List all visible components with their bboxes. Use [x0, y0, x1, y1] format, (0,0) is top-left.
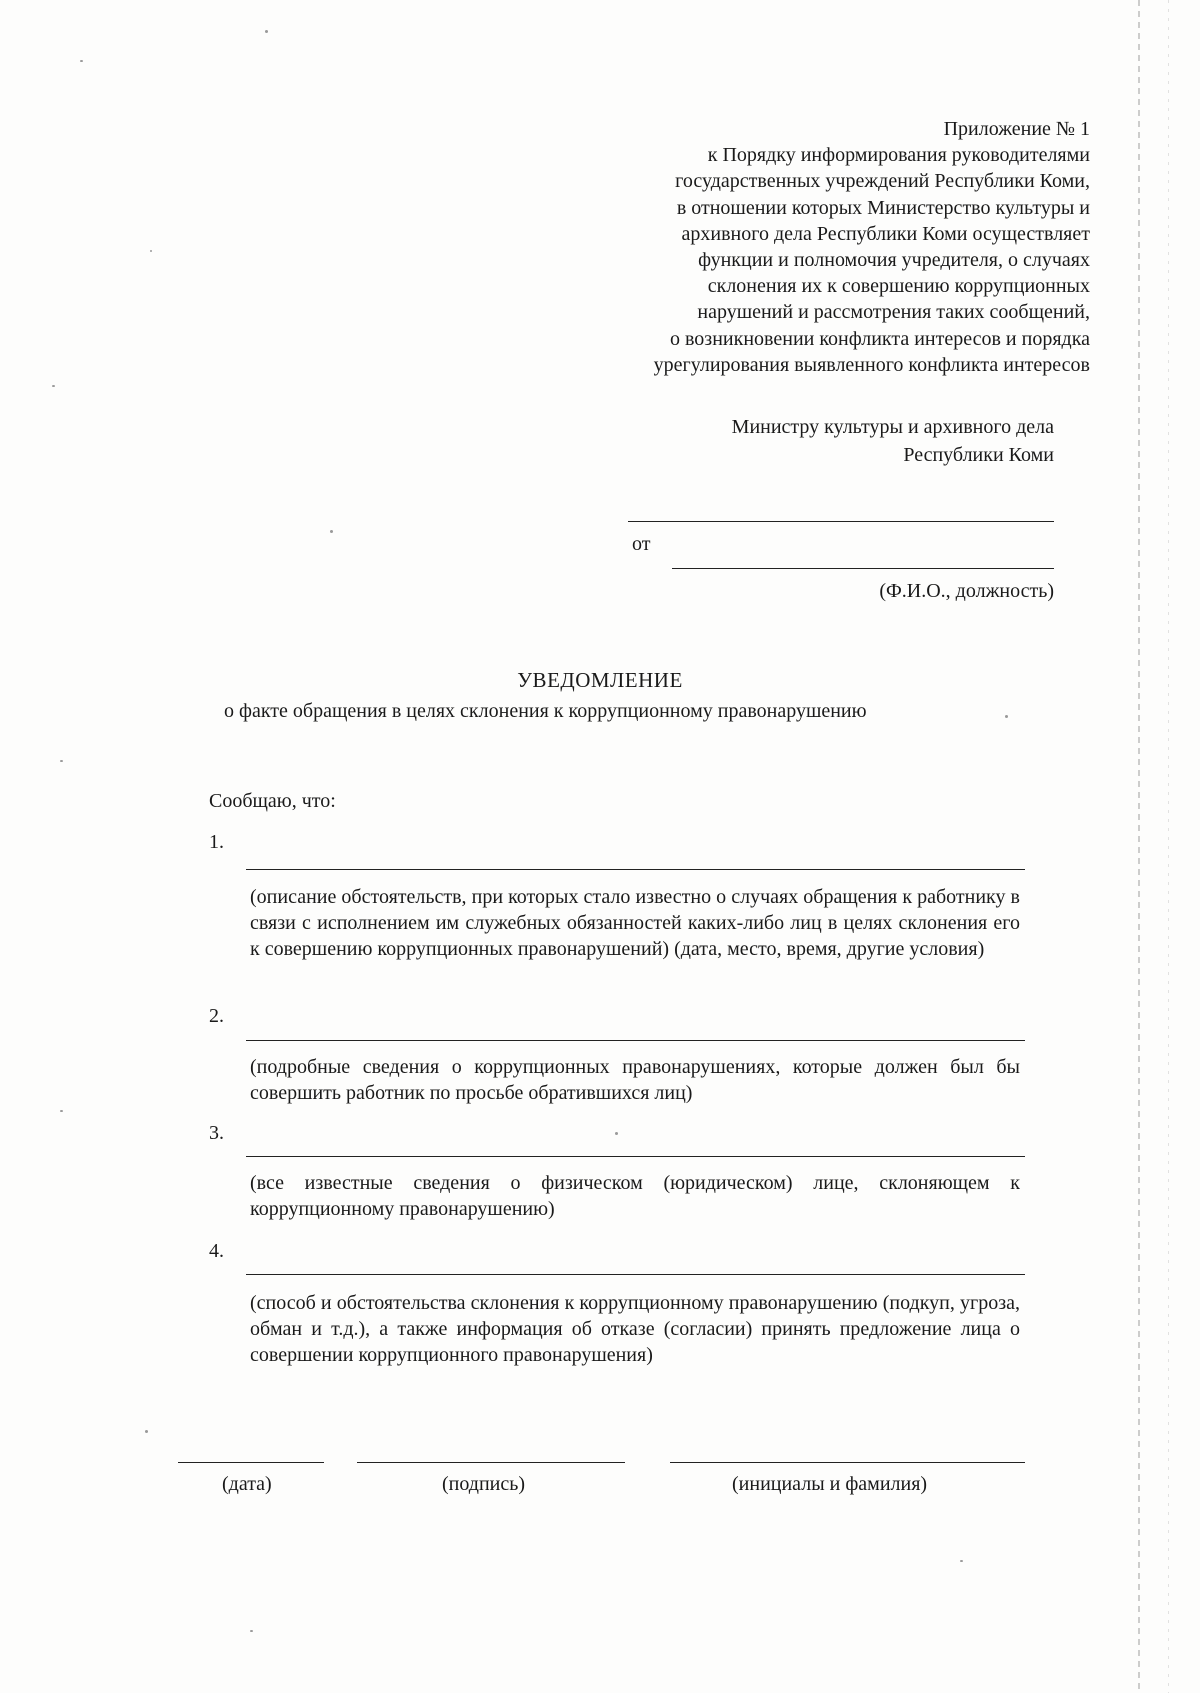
item-description: (способ и обстоятельства склонения к коррупционному правонарушению (подкуп, угроза, обман и т.д.), а также информация об отказе (согласии) принять предложение лица о совершении коррупционного правонарушения) [250, 1292, 1020, 1366]
scan-edge-mark [1138, 0, 1140, 1693]
annex-line: архивного дела Республики Коми осуществляет [681, 222, 1090, 245]
date-caption: (дата) [222, 1473, 272, 1495]
item-number: 1. [209, 831, 224, 853]
addressee-line: Республики Коми [903, 444, 1054, 466]
item-number: 3. [209, 1122, 224, 1144]
scan-speck [150, 250, 152, 252]
annex-number: Приложение № 1 [943, 118, 1090, 140]
name-caption: (инициалы и фамилия) [732, 1473, 928, 1495]
from-blank-line[interactable] [672, 568, 1054, 569]
annex-line: склонения их к совершению коррупционных [707, 275, 1090, 298]
intro-text: Сообщаю, что: [209, 790, 336, 812]
annex-header [570, 116, 1090, 378]
addressee-block [634, 413, 1054, 469]
fio-caption: (Ф.И.О., должность) [879, 580, 1054, 602]
item-description: (подробные сведения о коррупционных правонарушениях, которые должен был бы совершить работник по просьбе обратившихся лиц) [250, 1056, 1020, 1104]
annex-line: урегулирования выявленного конфликта интересов [653, 353, 1090, 376]
annex-line: к Порядку информирования руководителями [707, 144, 1090, 167]
addressee-blank-line[interactable] [628, 521, 1054, 522]
addressee-line: Министру культуры и архивного дела [731, 416, 1054, 438]
scan-speck [145, 1430, 148, 1433]
signature-blank-line[interactable] [357, 1462, 625, 1463]
date-blank-line[interactable] [178, 1462, 324, 1463]
item-blank-line[interactable] [246, 869, 1025, 870]
scan-speck [615, 1132, 618, 1135]
scan-speck [80, 60, 83, 62]
document-title [0, 668, 1200, 693]
scan-edge-mark [1168, 0, 1169, 1693]
name-blank-line[interactable] [670, 1462, 1025, 1463]
item-number: 4. [209, 1240, 224, 1262]
signature-caption: (подпись) [442, 1473, 526, 1495]
annex-line: функции и полномочия учредителя, о случаях [698, 249, 1090, 272]
annex-line: нарушений и рассмотрения таких сообщений, [697, 301, 1090, 324]
annex-line: в отношении которых Министерство культуры и [676, 196, 1090, 219]
item-blank-line[interactable] [246, 1156, 1025, 1157]
annex-line: о возникновении конфликта интересов и порядка [670, 327, 1090, 350]
scan-speck [250, 1630, 253, 1632]
from-label: от [632, 533, 651, 555]
scan-speck [1005, 715, 1008, 718]
document-title-text: УВЕДОМЛЕНИЕ [517, 668, 683, 692]
scan-speck [265, 30, 268, 33]
item-blank-line[interactable] [246, 1274, 1025, 1275]
scan-speck [330, 530, 333, 533]
item-description: (все известные сведения о физическом (юридическом) лице, склоняющем к коррупционному правонарушению) [250, 1172, 1020, 1220]
document-subtitle: о факте обращения в целях склонения к коррупционному правонарушению [224, 700, 867, 722]
item-description: (описание обстоятельств, при которых стало известно о случаях обращения к работнику в связи с исполнением им служебных обязанностей каких-либо лиц в целях склонения его к совершению коррупционных правонарушений) (дата, место, время, другие условия) [250, 886, 1020, 960]
scan-speck [60, 1110, 63, 1112]
scan-speck [52, 385, 55, 387]
item-blank-line[interactable] [246, 1040, 1025, 1041]
item-number: 2. [209, 1005, 224, 1027]
scan-speck [960, 1560, 963, 1562]
annex-line: государственных учреждений Республики Коми, [675, 170, 1090, 193]
scan-speck [60, 760, 63, 762]
